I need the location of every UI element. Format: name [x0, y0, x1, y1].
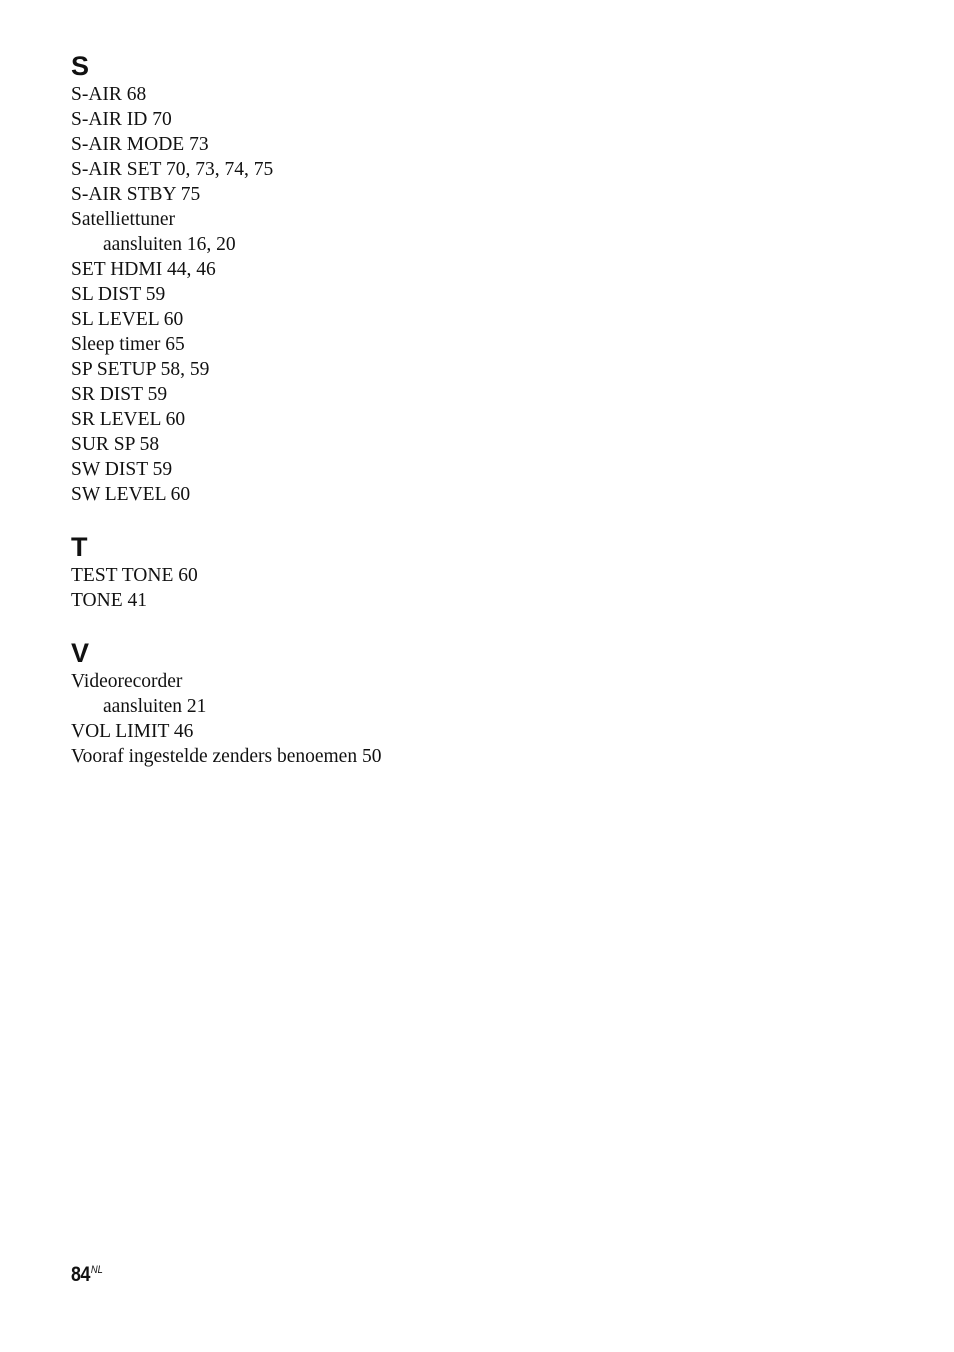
index-entry: SUR SP 58 [71, 434, 160, 455]
index-section-s [71, 50, 891, 507]
index-page [71, 50, 891, 769]
index-entry: SP SETUP 58, 59 [71, 359, 210, 380]
index-entry: SR DIST 59 [71, 384, 168, 405]
index-subentry: aansluiten 16, 20 [103, 234, 236, 255]
page-number-value: 84 [71, 1263, 91, 1286]
index-section-v [71, 637, 891, 769]
index-entry: S-AIR STBY 75 [71, 184, 201, 205]
index-entry: SL DIST 59 [71, 284, 166, 305]
section-letter: T [71, 532, 88, 562]
section-letter: V [71, 638, 90, 668]
index-entry: S-AIR SET 70, 73, 74, 75 [71, 159, 274, 180]
index-entry: TONE 41 [71, 590, 148, 611]
index-entry: SL LEVEL 60 [71, 309, 184, 330]
index-entry: Vooraf ingestelde zenders benoemen 50 [71, 746, 382, 767]
page-number [71, 1258, 103, 1287]
index-entry: SR LEVEL 60 [71, 409, 186, 430]
index-entry: SW LEVEL 60 [71, 484, 191, 505]
section-letter: S [71, 51, 90, 81]
index-entry: VOL LIMIT 46 [71, 721, 194, 742]
index-entry: SW DIST 59 [71, 459, 173, 480]
index-entry: S-AIR MODE 73 [71, 134, 209, 155]
index-entry: Sleep timer 65 [71, 334, 185, 355]
index-entry: S-AIR ID 70 [71, 109, 172, 130]
index-entry: Videorecorder [71, 671, 183, 692]
index-entry: TEST TONE 60 [71, 565, 198, 586]
index-section-t [71, 531, 891, 613]
index-subentry: aansluiten 21 [103, 696, 207, 717]
index-entry: SET HDMI 44, 46 [71, 259, 216, 280]
index-entry: S-AIR 68 [71, 84, 147, 105]
index-entry: Satelliettuner [71, 209, 175, 230]
page-language-code: NL [90, 1264, 103, 1276]
